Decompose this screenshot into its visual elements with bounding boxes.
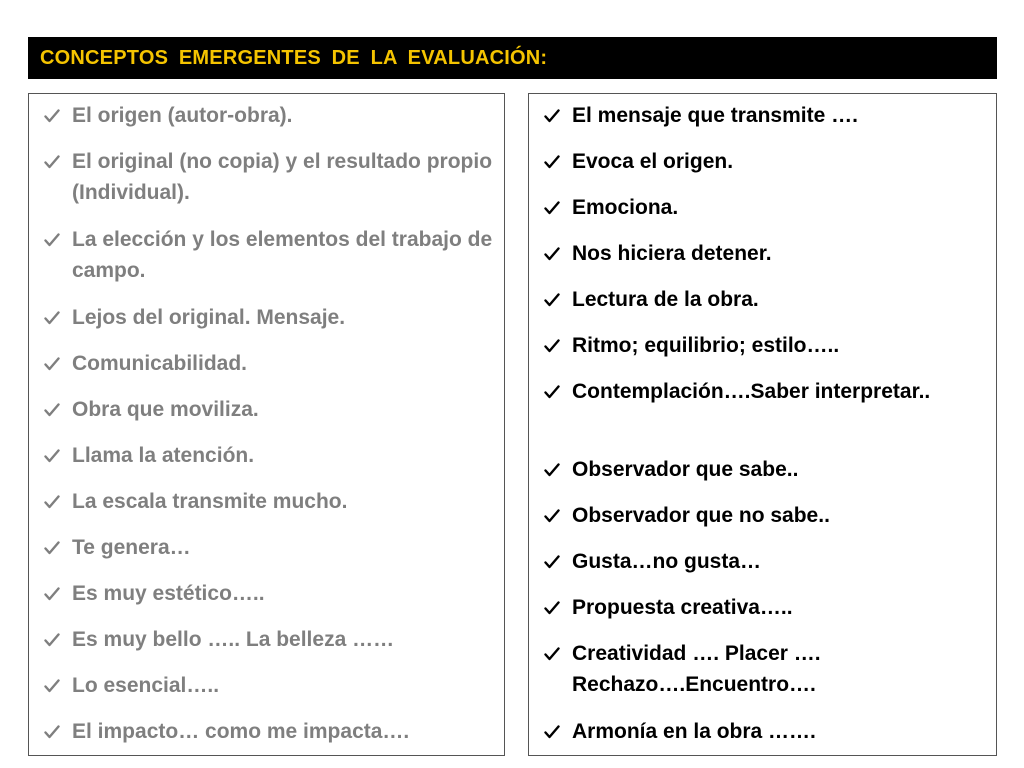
checkmark-icon — [543, 238, 561, 269]
list-item — [543, 146, 988, 177]
list-item-text: El mensaje que transmite …. — [572, 104, 858, 127]
list-item-text: Armonía en la obra ……. — [572, 720, 816, 743]
checkmark-icon — [543, 500, 561, 531]
list-item-text: Comunicabilidad. — [72, 352, 248, 375]
list-item — [543, 500, 988, 531]
checkmark-icon — [43, 100, 61, 131]
checkmark-icon — [43, 716, 61, 747]
list-item — [43, 486, 496, 517]
list-item-text: Observador que sabe.. — [572, 458, 799, 481]
checkmark-icon — [43, 146, 61, 177]
list-item — [543, 192, 988, 223]
list-item-text: El origen (autor-obra). — [72, 104, 293, 127]
checkmark-icon — [543, 376, 561, 407]
list-item-text: Te genera… — [72, 536, 191, 559]
list-item-text: Evoca el origen. — [572, 150, 734, 173]
list-item — [43, 440, 496, 471]
list-item — [543, 330, 988, 361]
checkmark-icon — [543, 454, 561, 485]
list-item — [43, 302, 496, 333]
list-item-text: La escala transmite mucho. — [72, 490, 348, 513]
list-item-text: La elección y los elementos del trabajo de campo. — [72, 228, 493, 282]
right-concepts-box — [528, 93, 997, 756]
checkmark-icon — [43, 440, 61, 471]
list-item — [543, 238, 988, 269]
list-item-text: Ritmo; equilibrio; estilo….. — [572, 334, 840, 357]
list-item-text: El original (no copia) y el resultado propio (Individual). — [72, 150, 493, 204]
list-item — [43, 716, 496, 747]
list-item — [543, 716, 988, 747]
list-item-text: Observador que no sabe.. — [572, 504, 830, 527]
list-item — [543, 546, 988, 577]
list-item-text: Nos hiciera detener. — [572, 242, 772, 265]
checkmark-icon — [543, 192, 561, 223]
list-item-text: Propuesta creativa….. — [572, 596, 793, 619]
list-item — [43, 146, 496, 208]
list-item — [543, 100, 988, 131]
list-item — [43, 532, 496, 563]
list-item — [543, 376, 988, 407]
list-item — [543, 454, 988, 485]
checkmark-icon — [43, 486, 61, 517]
list-item-text: Contemplación….Saber interpretar.. — [572, 380, 931, 403]
page-title: CONCEPTOS EMERGENTES DE LA EVALUACIÓN: — [40, 46, 548, 69]
checkmark-icon — [543, 592, 561, 623]
checkmark-icon — [543, 100, 561, 131]
list-item-text: Lo esencial….. — [72, 674, 220, 697]
checkmark-icon — [543, 638, 561, 669]
list-item — [43, 348, 496, 379]
list-item-text: Llama la atención. — [72, 444, 255, 467]
checkmark-icon — [43, 394, 61, 425]
checkmark-icon — [543, 284, 561, 315]
title-bar — [28, 37, 997, 79]
checkmark-icon — [43, 348, 61, 379]
list-item — [43, 578, 496, 609]
checkmark-icon — [43, 624, 61, 655]
checkmark-icon — [543, 146, 561, 177]
list-item-text: Lejos del original. Mensaje. — [72, 306, 346, 329]
list-item-text: Creatividad …. Placer …. Rechazo….Encuentro…. — [572, 642, 821, 696]
list-item-text: Lectura de la obra. — [572, 288, 759, 311]
list-item — [43, 224, 496, 286]
checkmark-icon — [43, 670, 61, 701]
checkmark-icon — [43, 578, 61, 609]
list-item — [43, 624, 496, 655]
checkmark-icon — [543, 716, 561, 747]
checkmark-icon — [43, 532, 61, 563]
list-item-text: Gusta…no gusta… — [572, 550, 762, 573]
list-item-text: Emociona. — [572, 196, 679, 219]
left-concepts-box — [28, 93, 505, 756]
list-item-text: Es muy estético….. — [72, 582, 265, 605]
list-item — [43, 100, 496, 131]
checkmark-icon — [543, 546, 561, 577]
list-item — [43, 394, 496, 425]
checkmark-icon — [543, 330, 561, 361]
list-item — [43, 670, 496, 701]
list-item — [543, 592, 988, 623]
list-item-text: Es muy bello ….. La belleza …… — [72, 628, 395, 651]
list-item-text: Obra que moviliza. — [72, 398, 259, 421]
checkmark-icon — [43, 302, 61, 333]
list-item — [543, 284, 988, 315]
list-item — [543, 638, 988, 700]
checkmark-icon — [43, 224, 61, 255]
list-item-text: El impacto… como me impacta…. — [72, 720, 410, 743]
